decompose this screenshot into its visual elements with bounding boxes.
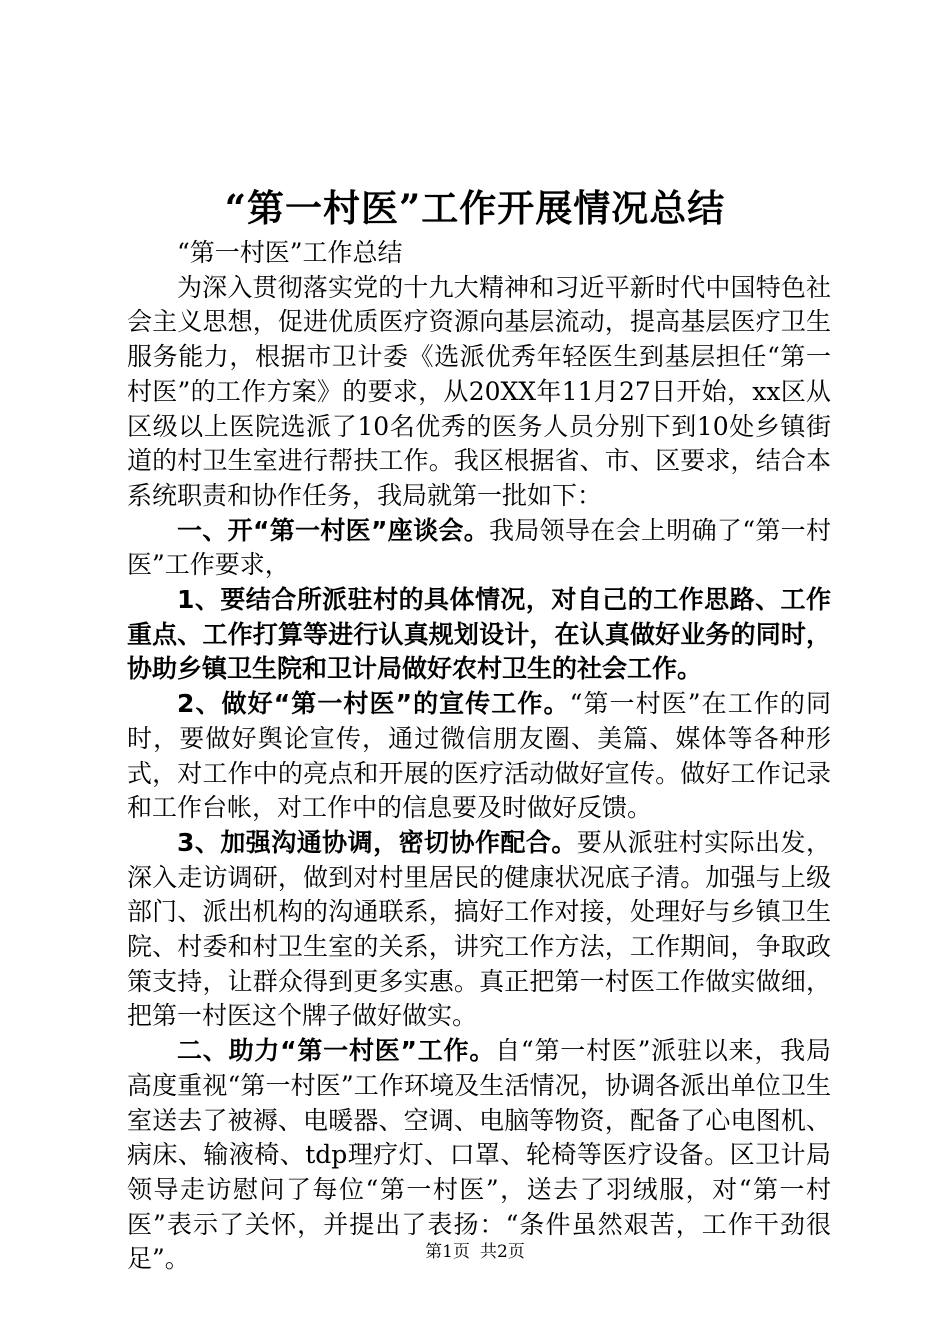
document-body [127, 236, 831, 1277]
section-2-heading: 二、助力“第一村医”工作。 [177, 1036, 496, 1066]
item-3-heading: 3、加强沟通协调，密切协作配合。 [177, 827, 577, 857]
page-total: 共2页 [480, 1242, 525, 1262]
section-1-text: 我局领导在会上明确了“第一村医”工作要求， [127, 515, 831, 580]
section-1-paragraph [127, 514, 831, 583]
page-number: 第1页 [425, 1242, 470, 1262]
section-2-text: 自“第一村医”派驻以来，我局高度重视“第一村医”工作环境及生活情况，协调各派出单位卫生室送去了被褥、电暖器、空调、电脑等物资，配备了心电图机、病床、输液椅、tdp理疗灯、口罩、轮椅等医疗设备。区卫计局领导走访慰问了每位“第一村医”，送去了羽绒服，对“第一村医”表示了关怀，并提出了表扬：“条件虽然艰苦，工作干劲很足”。 [127, 1036, 831, 1274]
item-2-paragraph [127, 687, 831, 826]
item-3-text: 要从派驻村实际出发，深入走访调研，做到对村里居民的健康状况底子清。加强与上级部门、派出机构的沟通联系，搞好工作对接，处理好与乡镇卫生院、村委和村卫生室的关系，讲究工作方法，工作期间，争取政策支持，让群众得到更多实惠。真正把第一村医工作做实做细，把第一村医这个牌子做好做实。 [127, 827, 831, 1031]
intro-paragraph: 为深入贯彻落实党的十九大精神和习近平新时代中国特色社会主义思想，促进优质医疗资源向基层流动，提高基层医疗卫生服务能力，根据市卫计委《选派优秀年轻医生到基层担任“第一村医”的工作方案》的要求，从20XX年11月27日开始，xx区从区级以上医院选派了10名优秀的医务人员分别下到10处乡镇街道的村卫生室进行帮扶工作。我区根据省、市、区要求，结合本系统职责和协作任务，我局就第一批如下： [127, 272, 831, 510]
item-3-paragraph [127, 826, 831, 1034]
section-1-heading: 一、开“第一村医”座谈会。 [177, 515, 490, 545]
document-title: “第一村医”工作开展情况总结 [224, 186, 726, 230]
page-footer [0, 1241, 950, 1263]
item-2-heading: 2、做好“第一村医”的宣传工作。 [177, 689, 570, 719]
subtitle-paragraph: “第一村医”工作总结 [177, 238, 403, 267]
item-1-paragraph: 1、要结合所派驻村的具体情况，对自己的工作思路、工作重点、工作打算等进行认真规划设计，在认真做好业务的同时，协助乡镇卫生院和卫计局做好农村卫生的社会工作。 [127, 585, 831, 684]
item-2-text: “第一村医”在工作的同时，要做好舆论宣传，通过微信朋友圈、美篇、媒体等各种形式，对工作中的亮点和开展的医疗活动做好宣传。做好工作记录和工作台帐，对工作中的信息要及时做好反馈。 [127, 689, 832, 823]
